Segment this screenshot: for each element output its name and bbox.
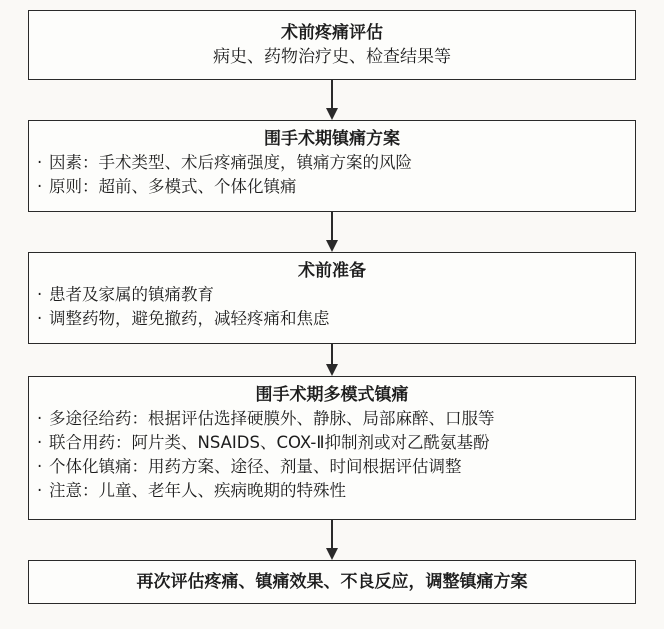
list-item — [37, 283, 627, 307]
step-title: 术前疼痛评估 — [281, 23, 383, 43]
flow-arrow — [326, 520, 338, 560]
step-title: 围手术期多模式镇痛 — [255, 385, 409, 405]
step-box-preop-assessment — [28, 10, 636, 80]
list-item — [37, 455, 627, 479]
list-item — [37, 151, 627, 175]
item-text: 调整药物，避免撤药，减轻疼痛和焦虑 — [49, 309, 330, 328]
list-item — [37, 407, 627, 431]
bullet: · — [37, 433, 43, 452]
flow-arrow — [326, 212, 338, 252]
item-text: 多途径给药：根据评估选择硬膜外、静脉、局部麻醉、口服等 — [49, 409, 495, 428]
step-box-preop-preparation — [28, 252, 636, 344]
bullet: · — [37, 153, 43, 172]
item-text: 原则：超前、多模式、个体化镇痛 — [49, 177, 297, 196]
item-text: 注意：儿童、老年人、疾病晚期的特殊性 — [49, 481, 346, 500]
item-text: 患者及家属的镇痛教育 — [49, 285, 214, 304]
step-subtitle: 病史、药物治疗史、检查结果等 — [213, 47, 451, 67]
list-item — [37, 175, 627, 199]
step-title: 术前准备 — [298, 261, 366, 281]
bullet: · — [37, 457, 43, 476]
step-box-analgesia-plan — [28, 120, 636, 212]
step-title: 围手术期镇痛方案 — [264, 129, 400, 149]
list-item — [37, 479, 627, 503]
flow-arrow — [326, 80, 338, 120]
bullet: · — [37, 309, 43, 328]
item-text: 个体化镇痛：用药方案、途径、剂量、时间根据评估调整 — [49, 457, 462, 476]
bullet: · — [37, 409, 43, 428]
step-box-multimodal-analgesia — [28, 376, 636, 520]
bullet: · — [37, 177, 43, 196]
list-item — [37, 307, 627, 331]
bullet: · — [37, 481, 43, 500]
item-text: 联合用药：阿片类、NSAIDS、COX-Ⅱ抑制剂或对乙酰氨基酚 — [49, 433, 490, 452]
flow-arrow — [326, 344, 338, 376]
item-text: 因素：手术类型、术后疼痛强度，镇痛方案的风险 — [49, 153, 412, 172]
step-box-reassessment — [28, 560, 636, 604]
step-title: 再次评估疼痛、镇痛效果、不良反应，调整镇痛方案 — [136, 572, 528, 592]
list-item — [37, 431, 627, 455]
bullet: · — [37, 285, 43, 304]
